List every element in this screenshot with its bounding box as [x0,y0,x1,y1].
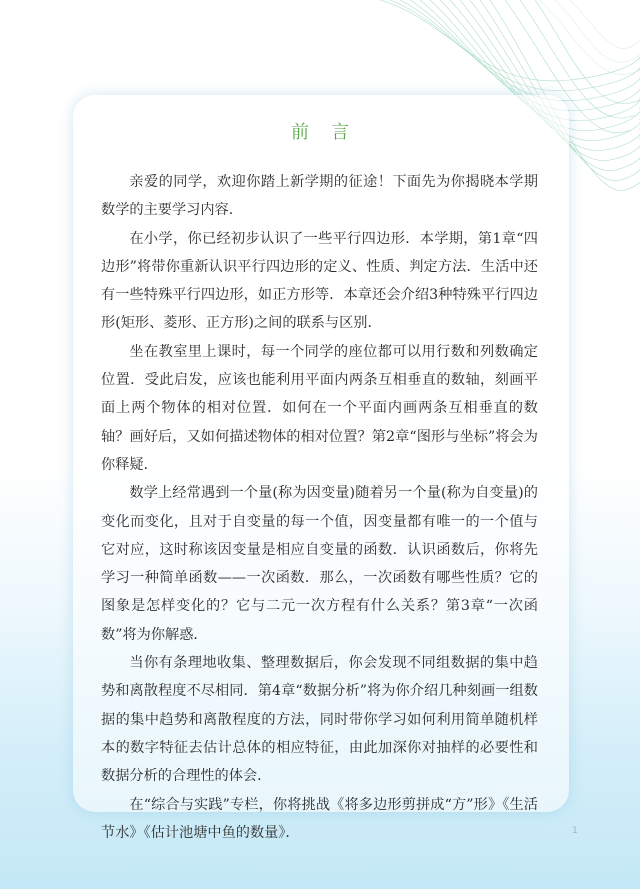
paragraph-chapter-2: 坐在教室里上课时，每一个同学的座位都可以用行数和列数确定位置．受此启发，应该也能利用平面内两条互相垂直的数轴，刻画平面上两个物体的相对位置．如何在一个平面内画两条互相垂直的数轴？画好后，又如何描述物体的相对位置？第2章“图形与坐标”将会为你释疑． [101,343,538,473]
paragraph-chapter-1: 在小学，你已经初步认识了一些平行四边形．本学期，第1章“四边形”将带你重新认识平行四边形的定义、性质、判定方法．生活中还有一些特殊平行四边形，如正方形等．本章还会介绍3种特殊平行四边形(矩形、菱形、正方形)之间的联系与区别． [101,230,538,332]
preface-body [101,168,538,847]
paragraph-chapter-3: 数学上经常遇到一个量(称为因变量)随着另一个量(称为自变量)的变化而变化，且对于自变量的每一个值，因变量都有唯一的一个值与它对应，这时称该因变量是相应自变量的函数．认识函数后，你将先学习一种简单函数——一次函数．那么，一次函数有哪些性质？它的图象是怎样变化的？它与二元一次方程有什么关系？第3章“一次函数”将为你解惑． [101,485,538,643]
paragraph-practice: 在“综合与实践”专栏，你将挑战《将多边形剪拼成“方”形》《生活节水》《估计池塘中鱼的数量》． [101,796,538,841]
paragraph-chapter-4: 当你有条理地收集、整理数据后，你会发现不同组数据的集中趋势和离散程度不尽相同．第4章“数据分析”将为你介绍几种刻画一组数据的集中趋势和离散程度的方法，同时带你学习如何利用简单随机样本的数字特征去估计总体的相应特征，由此加深你对抽样的必要性和数据分析的合理性的体会． [101,655,538,785]
page-title: 前言 [291,122,371,143]
paragraph-greeting: 亲爱的同学，欢迎你踏上新学期的征途！下面先为你揭晓本学期数学的主要学习内容. [101,174,538,219]
page-number: 1 [572,826,578,836]
